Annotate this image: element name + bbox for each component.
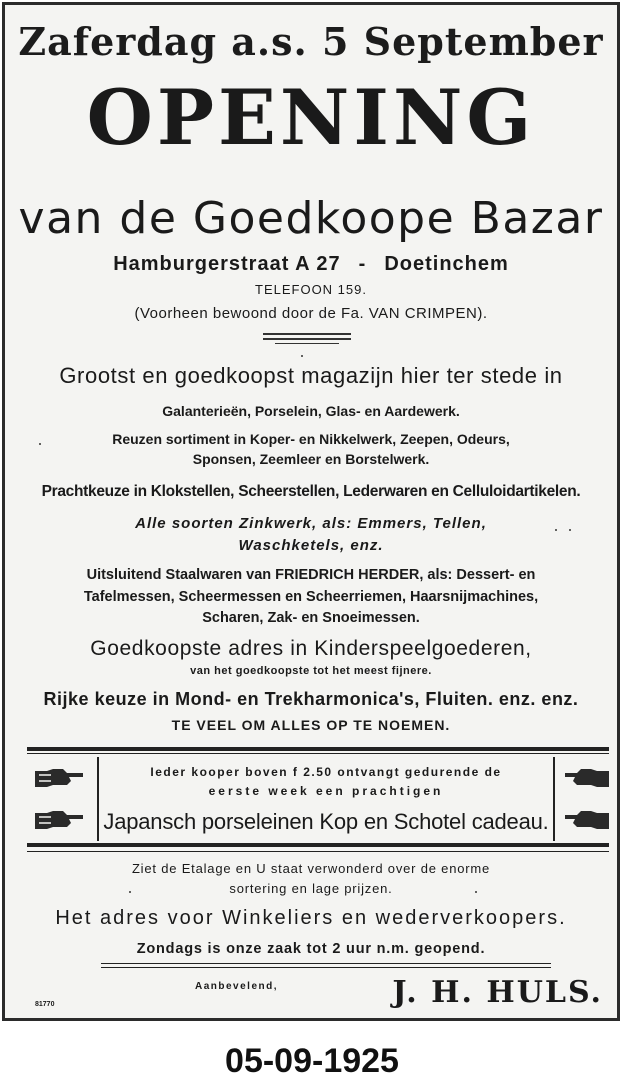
offer-box-border xyxy=(27,753,609,754)
body-line: van het goedkoopste tot het meest fijnere. xyxy=(190,665,432,677)
body-line: Alle soorten Zinkwerk, als: Emmers, Tellen, xyxy=(135,515,487,532)
body-line: Scharen, Zak- en Snoeimessen. xyxy=(202,610,420,626)
pointing-hand-icon xyxy=(563,809,611,831)
footer-line: Het adres voor Winkeliers en wederverkoopers. xyxy=(55,907,567,929)
offer-box-border xyxy=(27,851,609,852)
body-line: Grootst en goedkoopst magazijn hier ter stede in xyxy=(59,363,563,388)
print-speck xyxy=(129,891,131,893)
print-speck xyxy=(475,891,477,893)
body-line: Waschketels, enz. xyxy=(238,537,384,554)
signature: J. H. HULS. xyxy=(392,975,603,1010)
pointing-hand-icon xyxy=(563,767,611,789)
body-line: Goedkoopste adres in Kinderspeelgoederen, xyxy=(90,637,532,660)
previous-occupant: (Voorheen bewoond door de Fa. VAN CRIMPEN). xyxy=(134,305,488,322)
offer-box-divider xyxy=(553,757,555,841)
offer-line: Ieder kooper boven f 2.50 ontvangt gedurende de xyxy=(150,765,502,779)
footer-line: Ziet de Etalage en U staat verwonderd over de enorme xyxy=(131,861,491,876)
print-speck xyxy=(569,529,571,531)
recommending-label: Aanbevelend, xyxy=(195,981,279,992)
opening-hours: Zondags is onze zaak tot 2 uur n.m. geopend. xyxy=(136,941,486,957)
body-line: Rijke keuze in Mond- en Trekharmonica's, Fluiten. enz. enz. xyxy=(43,689,579,709)
body-line: Sponsen, Zeemleer en Borstelwerk. xyxy=(192,451,430,467)
print-speck xyxy=(555,529,557,531)
print-speck xyxy=(39,443,41,445)
address-separator: - xyxy=(358,253,367,275)
pointing-hand-icon xyxy=(33,809,85,831)
body-line: Tafelmessen, Scheermessen en Scheerriemen, Haarsnijmachines, xyxy=(83,589,539,605)
print-speck xyxy=(301,355,303,357)
body-line: Galanterieën, Porselein, Glas- en Aardewerk. xyxy=(162,403,460,419)
divider xyxy=(263,338,351,340)
footer-line: sortering en lage prijzen. xyxy=(229,881,393,896)
body-line: Uitsluitend Staalwaren van FRIEDRICH HERDER, als: Dessert- en xyxy=(86,567,536,583)
print-code: 81770 xyxy=(35,1001,55,1008)
date-heading: Zaferdag a.s. 5 September xyxy=(18,19,604,64)
pointing-hand-icon xyxy=(33,767,85,789)
offer-line: eerste week een prachtigen xyxy=(208,784,444,798)
body-line: TE VEEL OM ALLES OP TE NOEMEN. xyxy=(171,717,451,733)
divider xyxy=(263,333,351,335)
underline xyxy=(101,963,551,964)
shop-name: van de Goedkoope Bazar xyxy=(18,193,604,244)
telephone: TELEFOON 159. xyxy=(255,282,367,297)
address xyxy=(5,253,617,276)
offer-line-gift: Japansch porseleinen Kop en Schotel cadeau. xyxy=(103,809,549,834)
address-city: Doetinchem xyxy=(384,253,509,275)
headline: OPENING xyxy=(86,73,536,162)
offer-box-border xyxy=(27,747,609,751)
date-caption: 05-09-1925 xyxy=(225,1042,399,1080)
address-street: Hamburgerstraat A 27 xyxy=(113,253,341,275)
body-line: Reuzen sortiment in Koper- en Nikkelwerk, Zeepen, Odeurs, xyxy=(112,431,510,447)
newspaper-advertisement xyxy=(2,2,620,1021)
underline xyxy=(101,967,551,968)
body-line: Prachtkeuze in Klokstellen, Scheerstellen, Lederwaren en Celluloidartikelen. xyxy=(41,483,581,500)
offer-box-border xyxy=(27,843,609,847)
offer-box-divider xyxy=(97,757,99,841)
divider xyxy=(275,343,339,344)
